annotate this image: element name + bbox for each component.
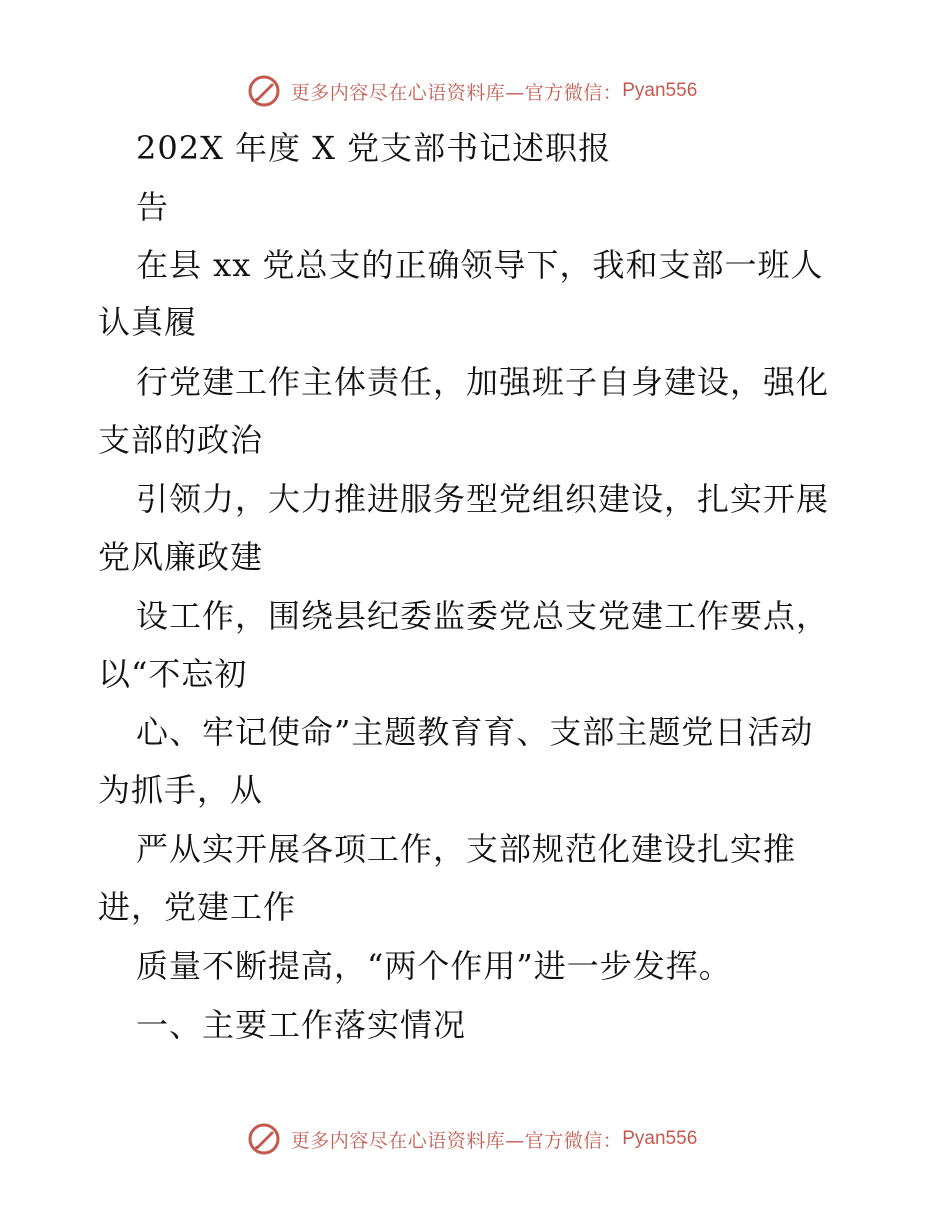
paragraph-line: 以“不忘初: [98, 655, 248, 693]
section-heading: 一、主要工作落实情况: [136, 1006, 467, 1044]
paragraph-line: 心、牢记使命”主题教育育、支部主题党日活动: [136, 713, 814, 751]
paragraph-line: 在县 xx 党总支的正确领导下，我和支部一班人: [136, 246, 824, 284]
red-pen-seal-icon: [247, 74, 281, 108]
paragraph-line: 认真履: [98, 303, 198, 341]
red-pen-seal-icon: [247, 1122, 281, 1156]
paragraph-line: 为抓手，从: [98, 771, 264, 809]
paragraph-line: 党风廉政建: [98, 538, 264, 576]
paragraph-line: 支部的政治: [98, 421, 264, 459]
paragraph-line: 进，党建工作: [98, 888, 297, 926]
paragraph-line: 行党建工作主体责任，加强班子自身建设，强化: [136, 363, 830, 401]
watermark-text: 更多内容尽在心语资料库—官方微信：: [290, 81, 623, 104]
paragraph-line: 质量不断提高，“两个作用”进一步发挥。: [136, 947, 732, 985]
paragraph-line: 设工作，围绕县纪委监委党总支党建工作要点，: [136, 597, 830, 635]
watermark-wechat-id: Pyan556: [622, 1128, 698, 1149]
header-watermark: [0, 71, 950, 111]
paragraph-line: 引领力，大力推进服务型党组织建设，扎实开展: [136, 480, 830, 518]
watermark-wechat-id: Pyan556: [622, 80, 698, 101]
footer-watermark: [0, 1119, 950, 1159]
document-title-line-2: 告: [136, 188, 170, 226]
watermark-text: 更多内容尽在心语资料库—官方微信：: [290, 1129, 623, 1152]
document-title-line-1: 202X 年度 X 党支部书记述职报: [136, 129, 612, 167]
paragraph-line: 严从实开展各项工作，支部规范化建设扎实推: [136, 830, 797, 868]
